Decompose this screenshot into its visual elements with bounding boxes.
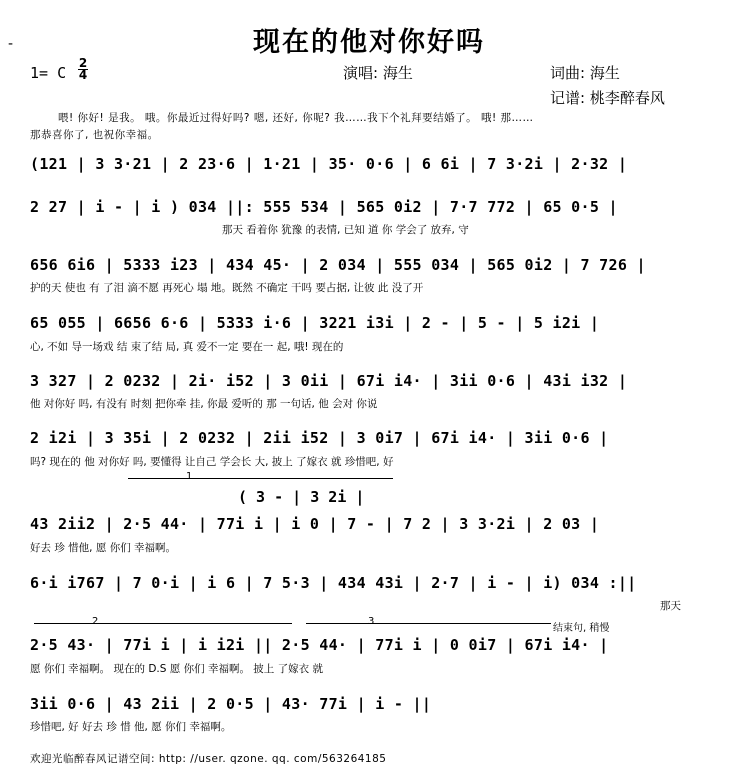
notation-row-6: 2 i2i | 3 35i | 2 0232 | 2ii i52 | 3 0i7 | 67i i4· | 3ii 0·6 | [30, 429, 609, 447]
volta-2-bracket [34, 623, 292, 624]
singer-credit: 演唱: 海生 [343, 64, 413, 82]
notation-row-9: 2·5 43· | 77i i | i i2i || 2·5 44· | 77i i | 0 0i7 | 67i i4· | [30, 636, 609, 654]
lyrics-row-7: 好去 珍 惜他, 愿 你们 幸福啊。 [30, 542, 177, 554]
footer-link-text[interactable]: 欢迎光临醉春风记谱空间: http: //user. qzone. qq. com/563264185 [30, 753, 387, 765]
page-mark: - [8, 36, 14, 52]
time-signature-bottom: 4 [78, 68, 88, 82]
lyrics-row-8: 那天 [660, 600, 681, 612]
lyrics-row-9: 愿 你们 幸福啊。 现在的 D.S 愿 你们 幸福啊。 披上 了嫁衣 就 [30, 663, 323, 675]
notation-row-5: 3 327 | 2 0232 | 2i· i52 | 3 0ii | 67i i4· | 3ii 0·6 | 43i i32 | [30, 372, 628, 390]
lyrics-row-2: 那天 看着你 犹豫 的表情, 已知 道 你 学会了 放弃, 守 [222, 224, 469, 236]
lyrics-row-3: 护的天 使也 有 了泪 滴不愿 再死心 塌 地。既然 不确定 干吗 要占据, 让彼 此 没了开 [30, 282, 424, 294]
notation-row-3: 656 6i6 | 5333 i23 | 434 45· | 2 034 | 555 034 | 565 0i2 | 7 726 | [30, 256, 646, 274]
intro-dialogue-line-1: 喂! 你好! 是我。 哦。你最近过得好吗? 嗯, 还好, 你呢? 我……我下个礼拜要结婚了。 哦! 那…… [58, 112, 534, 124]
notation-row-4: 65 055 | 6656 6·6 | 5333 i·6 | 3221 i3i | 2 - | 5 - | 5 i2i | [30, 314, 600, 332]
ending-instruction: 结束句, 稍慢 [553, 623, 610, 634]
volta-2-label: 2 [92, 616, 99, 627]
lyrics-row-5: 他 对你好 吗, 有没有 时刻 把你牵 挂, 你最 爱听的 那 一句话, 他 会对 你说 [30, 398, 378, 410]
volta-3-label: 3 [368, 616, 375, 627]
volta-3-bracket [306, 623, 551, 624]
volta-1-label: 1 [186, 471, 193, 482]
notation-row-8: 6·i i767 | 7 0·i | i 6 | 7 5·3 | 434 43i | 2·7 | i - | i) 034 :|| [30, 574, 637, 592]
insert-notes: ( 3 - | 3 2i | [238, 488, 365, 506]
lyrics-row-4: 心, 不如 导一场戏 结 束了结 局, 真 爱不一定 要在一 起, 哦! 现在的 [30, 341, 344, 353]
notation-row-1: (121 | 3 3·21 | 2 23·6 | 1·21 | 35· 0·6 | 6 6i | 7 3·2i | 2·32 | [30, 155, 628, 173]
song-title: 现在的他对你好吗 [253, 27, 485, 58]
lyrics-row-10: 珍惜吧, 好 好去 珍 惜 他, 愿 你们 幸福啊。 [30, 721, 232, 733]
transcriber-credit: 记谱: 桃李醉春风 [550, 89, 665, 107]
notation-row-2: 2 27 | i - | i ) 034 ||: 555 534 | 565 0i2 | 7·7 772 | 65 0·5 | [30, 198, 618, 216]
intro-dialogue-line-2: 那恭喜你了, 也祝你幸福。 [30, 129, 159, 141]
notation-row-10: 3ii 0·6 | 43 2ii | 2 0·5 | 43· 77i | i - || [30, 695, 432, 713]
notation-row-7: 43 2ii2 | 2·5 44· | 77i i | i 0 | 7 - | 7 2 | 3 3·2i | 2 03 | [30, 515, 600, 533]
key-signature: 1= C [30, 64, 67, 82]
composer-credit: 词曲: 海生 [550, 64, 620, 82]
time-signature [78, 58, 88, 81]
lyrics-row-6: 吗? 现在的 他 对你好 吗, 要懂得 让自己 学会长 大, 披上 了嫁衣 就 珍惜吧, 好 [30, 456, 394, 468]
volta-1-bracket [128, 478, 393, 479]
time-signature-top: 2 [78, 56, 88, 70]
